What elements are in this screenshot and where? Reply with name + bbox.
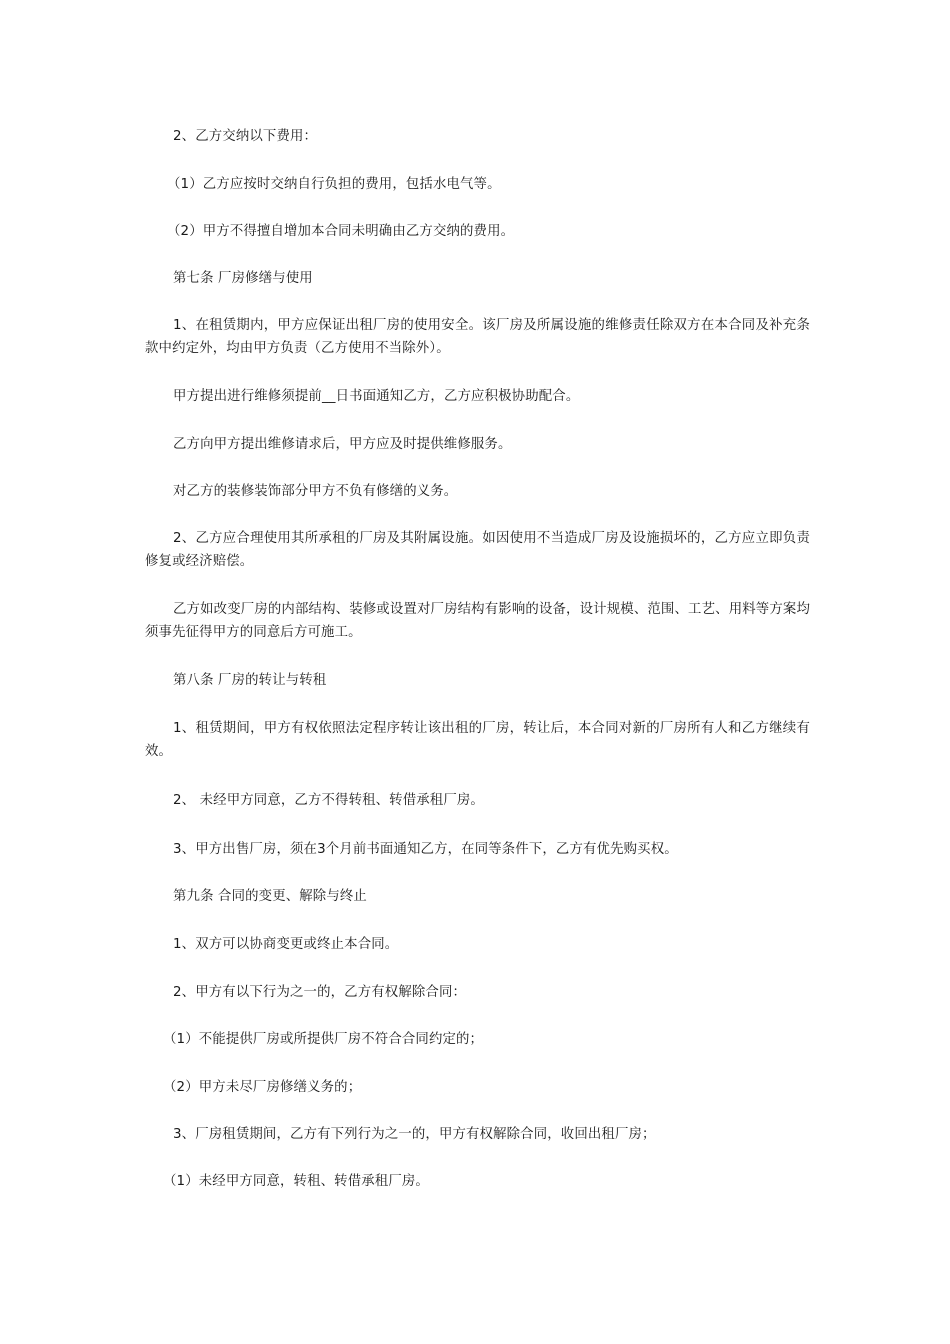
article-8-title: 第八条 厂房的转让与转租 — [173, 673, 327, 688]
paragraph-clause-2-item-1: （1）不能提供厂房或所提供厂房不符合合同约定的； — [163, 1032, 484, 1047]
paragraph-article-9-clause-2: 2、甲方有以下行为之一的，乙方有权解除合同： — [173, 985, 467, 1000]
paragraph-article-9-clause-1: 1、双方可以协商变更或终止本合同。 — [173, 937, 399, 952]
paragraph-fee-item-2: （2）甲方不得擅自增加本合同未明确由乙方交纳的费用。 — [167, 224, 515, 239]
paragraph-clause-3-item-1: （1）未经甲方同意，转租、转借承租厂房。 — [163, 1174, 429, 1189]
paragraph-article-7-clause-2: 2、乙方应合理使用其所承租的厂房及其附属设施。如因使用不当造成厂房及设施损坏的，乙方应立即负责修复或经济赔偿。 — [145, 531, 810, 569]
article-7-title: 第七条 厂房修缮与使用 — [173, 271, 313, 286]
paragraph-article-8-clause-1: 1、租赁期间，甲方有权依照法定程序转让该出租的厂房，转让后，本合同对新的厂房所有人和乙方继续有效。 — [145, 721, 810, 759]
paragraph-article-8-clause-3: 3、甲方出售厂房，须在3个月前书面通知乙方，在同等条件下，乙方有优先购买权。 — [173, 842, 678, 857]
paragraph-clause-2-item-2: （2）甲方未尽厂房修缮义务的； — [163, 1080, 362, 1095]
paragraph-repair-request: 乙方向甲方提出维修请求后，甲方应及时提供维修服务。 — [173, 437, 512, 452]
paragraph-repair-notice: 甲方提出进行维修须提前__日书面通知乙方，乙方应积极协助配合。 — [173, 389, 580, 404]
paragraph-decoration: 对乙方的装修装饰部分甲方不负有修缮的义务。 — [173, 484, 458, 499]
paragraph-fee-item-1: （1）乙方应按时交纳自行负担的费用，包括水电气等。 — [167, 177, 501, 192]
paragraph-structure-change: 乙方如改变厂房的内部结构、装修或设置对厂房结构有影响的设备，设计规模、范围、工艺、用料等方案均须事先征得甲方的同意后方可施工。 — [145, 602, 810, 640]
paragraph-article-7-clause-1: 1、在租赁期内，甲方应保证出租厂房的使用安全。该厂房及所属设施的维修责任除双方在本合同及补充条款中约定外，均由甲方负责（乙方使用不当除外）。 — [145, 318, 810, 356]
article-9-title: 第九条 合同的变更、解除与终止 — [173, 889, 367, 904]
paragraph-article-8-clause-2: 2、 未经甲方同意，乙方不得转租、转借承租厂房。 — [173, 793, 484, 808]
paragraph-fee-heading: 2、乙方交纳以下费用： — [173, 129, 318, 144]
paragraph-article-9-clause-3: 3、厂房租赁期间，乙方有下列行为之一的，甲方有权解除合同，收回出租厂房； — [173, 1127, 656, 1142]
